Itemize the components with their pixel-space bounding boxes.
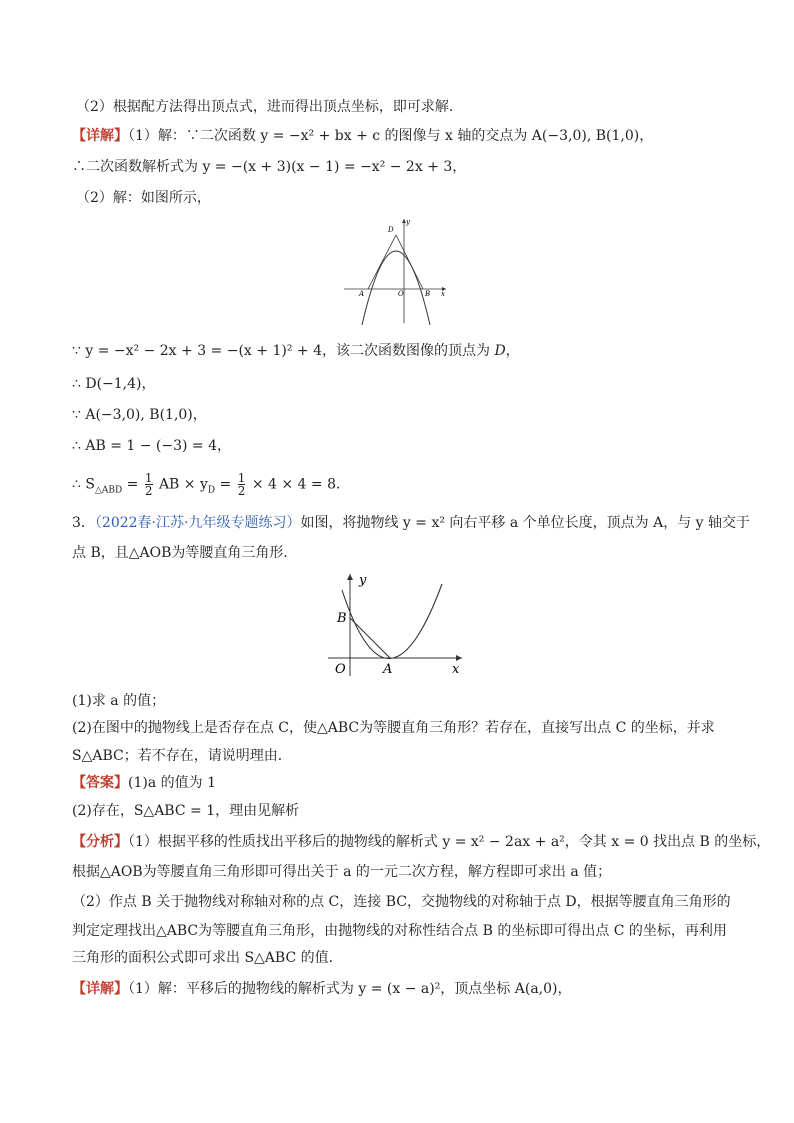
text-line: (2)存在，S△ABC = 1，理由见解析	[72, 803, 300, 819]
text-line: （2）解：如图所示，	[76, 190, 211, 206]
text-line: 【详解】（1）解：∵二次函数 y = −x² + bx + c 的图像与 x 轴的交点为 A(−3,0), B(1,0)，	[72, 128, 654, 144]
text-line: (1)求 a 的值；	[72, 693, 166, 709]
text-line: 【答案】(1)a 的值为 1	[72, 775, 216, 791]
parabola-curve	[342, 584, 442, 659]
fraction: $\frac{1}{2}$	[237, 471, 246, 498]
text-line: ∴ D(−1,4)，	[72, 376, 156, 392]
fig1-label-A: A	[359, 290, 365, 298]
fig2-label-B: B	[337, 611, 347, 626]
text-line: 判定定理找出△ABC为等腰直角三角形，由抛物线的对称性结合点 B 的坐标即可得出点 C 的坐标，再利用	[72, 923, 727, 939]
question-source: （2022春·江苏·九年级专题练习）	[94, 515, 301, 531]
text-line: 三角形的面积公式即可求出 S△ABC 的值．	[72, 950, 343, 966]
text-line: ∵ y = −x² − 2x + 3 = −(x + 1)² + 4，该二次函数图像的顶点为 D，	[72, 343, 520, 359]
fig1-label-B: B	[425, 290, 431, 298]
text-line: ∵ A(−3,0), B(1,0)，	[72, 407, 207, 423]
fig1-label-O: O	[398, 290, 404, 298]
fig1-label-D: D	[388, 226, 394, 234]
parabola-curve	[362, 251, 430, 325]
text-line: 【详解】（1）解：平移后的抛物线的解析式为 y = (x − a)²，顶点坐标 A(a,0)，	[72, 981, 572, 997]
section-tag-answer: 【答案】	[72, 775, 128, 791]
text-line: （2）根据配方法得出顶点式，进而得出顶点坐标，即可求解．	[76, 99, 463, 115]
fig2-label-O: O	[335, 662, 346, 677]
fig1-label-x: x	[441, 290, 445, 298]
text-line: （2）作点 B 关于抛物线对称轴对称的点 C，连接 BC，交抛物线的对称轴于点 D，根据等腰直角三角形的	[72, 894, 731, 910]
text-line: ∴ $S_{\triangle ABD}$ = $\frac{1}{2}$ AB × $y_D$ = $\frac{1}{2}$ × 4 × 4 = 8．	[72, 471, 351, 498]
section-tag-detail: 【详解】	[72, 981, 128, 997]
fig2-label-y: y	[359, 573, 367, 588]
text-line: S△ABC；若不存在，请说明理由．	[72, 748, 292, 764]
segment-DB	[396, 235, 423, 289]
section-tag-analysis: 【分析】	[72, 834, 128, 850]
segment-BA	[350, 618, 390, 658]
question-3-line: 3．（2022春·江苏·九年级专题练习）如图，将抛物线 y = x² 向右平移 a 个单位长度，顶点为 A，与 y 轴交于	[72, 515, 751, 531]
fig1-label-y: y	[406, 218, 410, 226]
text-line: ∴ AB = 1 − (−3) = 4，	[72, 438, 232, 454]
figure-parabola-2	[326, 570, 468, 680]
fig2-label-A: A	[383, 662, 393, 677]
fraction: $\frac{1}{2}$	[144, 471, 153, 498]
text-line: 根据△AOB为等腰直角三角形即可得出关于 a 的一元二次方程，解方程即可求出 a 值；	[72, 864, 612, 880]
figure-parabola-1	[340, 215, 452, 325]
fig2-label-x: x	[452, 662, 460, 677]
segment-AD	[368, 235, 396, 289]
text-line: 【分析】（1）根据平移的性质找出平移后的抛物线的解析式 y = x² − 2ax + a²，令其 x = 0 找出点 B 的坐标，	[72, 834, 771, 850]
section-tag-detail: 【详解】	[72, 128, 128, 144]
text-line: ∴二次函数解析式为 y = −(x + 3)(x − 1) = −x² − 2x + 3，	[72, 159, 467, 175]
text-line: (2)在图中的抛物线上是否存在点 C，使△ABC为等腰直角三角形？若存在，直接写出点 C 的坐标，并求	[72, 720, 715, 736]
text-line: 点 B，且△AOB为等腰直角三角形．	[72, 545, 298, 561]
